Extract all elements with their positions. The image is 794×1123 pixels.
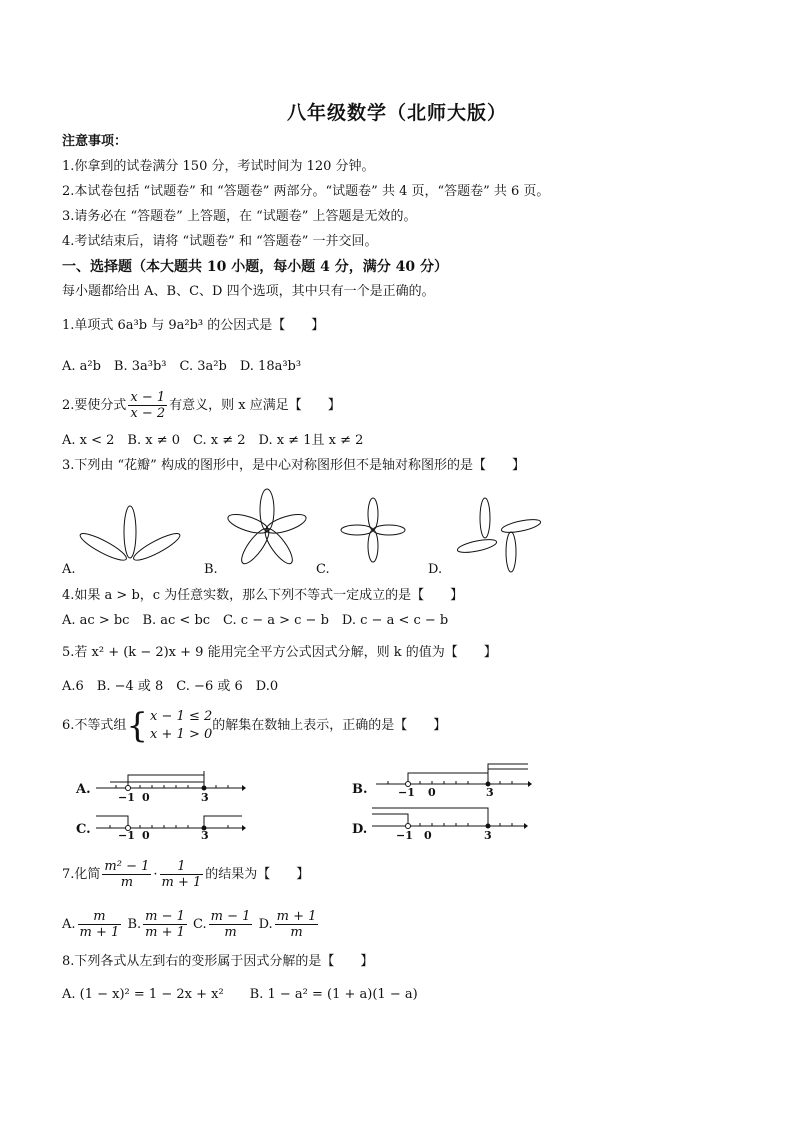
page-title: 八年级数学（北师大版） bbox=[286, 102, 507, 124]
tick-label-a-0: 0 bbox=[142, 791, 150, 804]
notice-heading: 注意事项： bbox=[62, 134, 128, 149]
question-1-options: A. a²b B. 3a³b³ C. 3a²b D. 18a³b³ bbox=[62, 359, 302, 374]
question-3-label-c: C. bbox=[316, 562, 330, 577]
question-2-options: A. x < 2 B. x ≠ 0 C. x ≠ 2 D. x ≠ 1且 x ≠ 2 bbox=[62, 433, 364, 448]
tick-label-a-minus1: −1 bbox=[118, 791, 135, 804]
question-3-label-d: D. bbox=[428, 562, 443, 577]
question-7-fraction-2 bbox=[160, 859, 204, 890]
question-8-stem: 8.下列各式从左到右的变形属于因式分解的是【 】 bbox=[62, 954, 374, 969]
option-a-label: A. bbox=[62, 917, 76, 932]
notice-item-4: 4.考试结束后，请将 “试题卷” 和 “答题卷” 一并交回。 bbox=[62, 234, 378, 249]
question-6-stem-post: 的解集在数轴上表示，正确的是【 】 bbox=[212, 718, 447, 733]
fraction-denominator: m bbox=[120, 875, 134, 890]
multiply-dot: · bbox=[153, 867, 158, 882]
fraction-denominator: m bbox=[224, 925, 237, 940]
fraction-denominator: m + 1 bbox=[79, 925, 120, 940]
question-6-label-d: D. bbox=[352, 822, 368, 837]
question-7-fraction-1 bbox=[102, 859, 151, 890]
number-line-c bbox=[96, 808, 246, 848]
question-3-label-a: A. bbox=[62, 562, 76, 577]
flower-figure-c bbox=[337, 494, 409, 566]
inequality-row-1: x − 1 ≤ 2 bbox=[150, 708, 213, 724]
fraction-numerator: m bbox=[78, 909, 122, 925]
fraction-denominator: m + 1 bbox=[161, 875, 202, 890]
inequality-system bbox=[126, 705, 213, 746]
notice-item-3: 3.请务必在 “答题卷” 上答题，在 “试题卷” 上答题是无效的。 bbox=[62, 209, 417, 224]
section-instruction: 每小题都给出 A、B、C、D 四个选项，其中只有一个是正确的。 bbox=[62, 284, 435, 299]
option-b-label: B. bbox=[127, 917, 142, 932]
tick-label-b-0: 0 bbox=[428, 786, 436, 799]
tick-label-a-3: 3 bbox=[201, 791, 209, 804]
question-2-stem bbox=[62, 388, 341, 424]
question-6-stem-pre: 6.不等式组 bbox=[62, 718, 127, 733]
question-1-stem: 1.单项式 6a³b 与 9a²b³ 的公因式是【 】 bbox=[62, 318, 325, 333]
fraction-numerator: x − 1 bbox=[130, 390, 166, 405]
tick-label-d-3: 3 bbox=[484, 829, 492, 842]
question-3-stem: 3.下列由 “花瓣” 构成的图形中，是中心对称图形但不是轴对称图形的是【 】 bbox=[62, 458, 525, 473]
fraction-numerator: m − 1 bbox=[210, 909, 251, 924]
question-6-label-b: B. bbox=[352, 782, 368, 797]
question-6-label-c: C. bbox=[76, 822, 91, 837]
question-6-stem bbox=[62, 706, 446, 746]
flower-figure-a bbox=[80, 500, 175, 570]
fraction-denominator: m bbox=[290, 925, 303, 940]
question-3-label-b: B. bbox=[204, 562, 218, 577]
tick-label-c-3: 3 bbox=[201, 829, 209, 842]
notice-item-1: 1.你拿到的试卷满分 150 分，考试时间为 120 分钟。 bbox=[62, 159, 375, 174]
fraction-denominator: m + 1 bbox=[145, 925, 185, 940]
option-c-fraction bbox=[209, 909, 253, 940]
flower-figure-d bbox=[455, 496, 545, 576]
question-7-stem-pre: 7.化简 bbox=[62, 867, 101, 882]
question-8-options: A. (1 − x)² = 1 − 2x + x² B. 1 − a² = (1 + a)(1 − a) bbox=[62, 987, 418, 1002]
brace-icon: { bbox=[126, 705, 149, 746]
option-d-fraction bbox=[275, 909, 319, 940]
fraction-denominator: x − 2 bbox=[130, 406, 166, 421]
question-2-stem-pre: 2.要使分式 bbox=[62, 398, 127, 413]
fraction-numerator: m − 1 bbox=[145, 909, 185, 924]
question-4-stem: 4.如果 a > b，c 为任意实数，那么下列不等式一定成立的是【 】 bbox=[62, 588, 464, 603]
tick-label-c-minus1: −1 bbox=[118, 829, 135, 842]
question-5-stem: 5.若 x² + (k − 2)x + 9 能用完全平方公式因式分解，则 k 的值为【 】 bbox=[62, 645, 497, 660]
fraction-numerator: m² − 1 bbox=[104, 859, 150, 874]
notice-item-2: 2.本试卷包括 “试题卷” 和 “答题卷” 两部分。“试题卷” 共 4 页，“答题卷” 共 6 页。 bbox=[62, 184, 550, 199]
tick-label-b-minus1: −1 bbox=[398, 786, 415, 799]
inequality-row-2: x + 1 > 0 bbox=[150, 726, 213, 742]
tick-label-d-minus1: −1 bbox=[396, 829, 413, 842]
option-d-label: D. bbox=[258, 917, 273, 932]
fraction-numerator: m + 1 bbox=[276, 909, 317, 924]
tick-label-d-0: 0 bbox=[424, 829, 432, 842]
question-6-label-a: A. bbox=[76, 782, 91, 797]
question-2-stem-post: 有意义，则 x 应满足【 】 bbox=[169, 398, 341, 413]
option-c-label: C. bbox=[193, 917, 207, 932]
option-b-fraction bbox=[143, 909, 187, 940]
section-heading: 一、选择题（本大题共 10 小题，每小题 4 分，满分 40 分） bbox=[62, 259, 448, 275]
question-7-options bbox=[62, 906, 320, 944]
fraction-numerator: 1 bbox=[160, 859, 204, 875]
flower-figure-b bbox=[222, 486, 312, 570]
question-5-options: A.6 B. −4 或 8 C. −6 或 6 D.0 bbox=[62, 679, 279, 694]
option-a-fraction bbox=[78, 909, 122, 940]
question-7-stem bbox=[62, 856, 309, 894]
question-4-options: A. ac > bc B. ac < bc C. c − a > c − b D. c − a < c − b bbox=[62, 613, 449, 628]
tick-label-c-0: 0 bbox=[142, 829, 150, 842]
question-2-fraction bbox=[128, 390, 167, 421]
tick-label-b-3: 3 bbox=[486, 786, 494, 799]
question-7-stem-post: 的结果为【 】 bbox=[205, 867, 310, 882]
